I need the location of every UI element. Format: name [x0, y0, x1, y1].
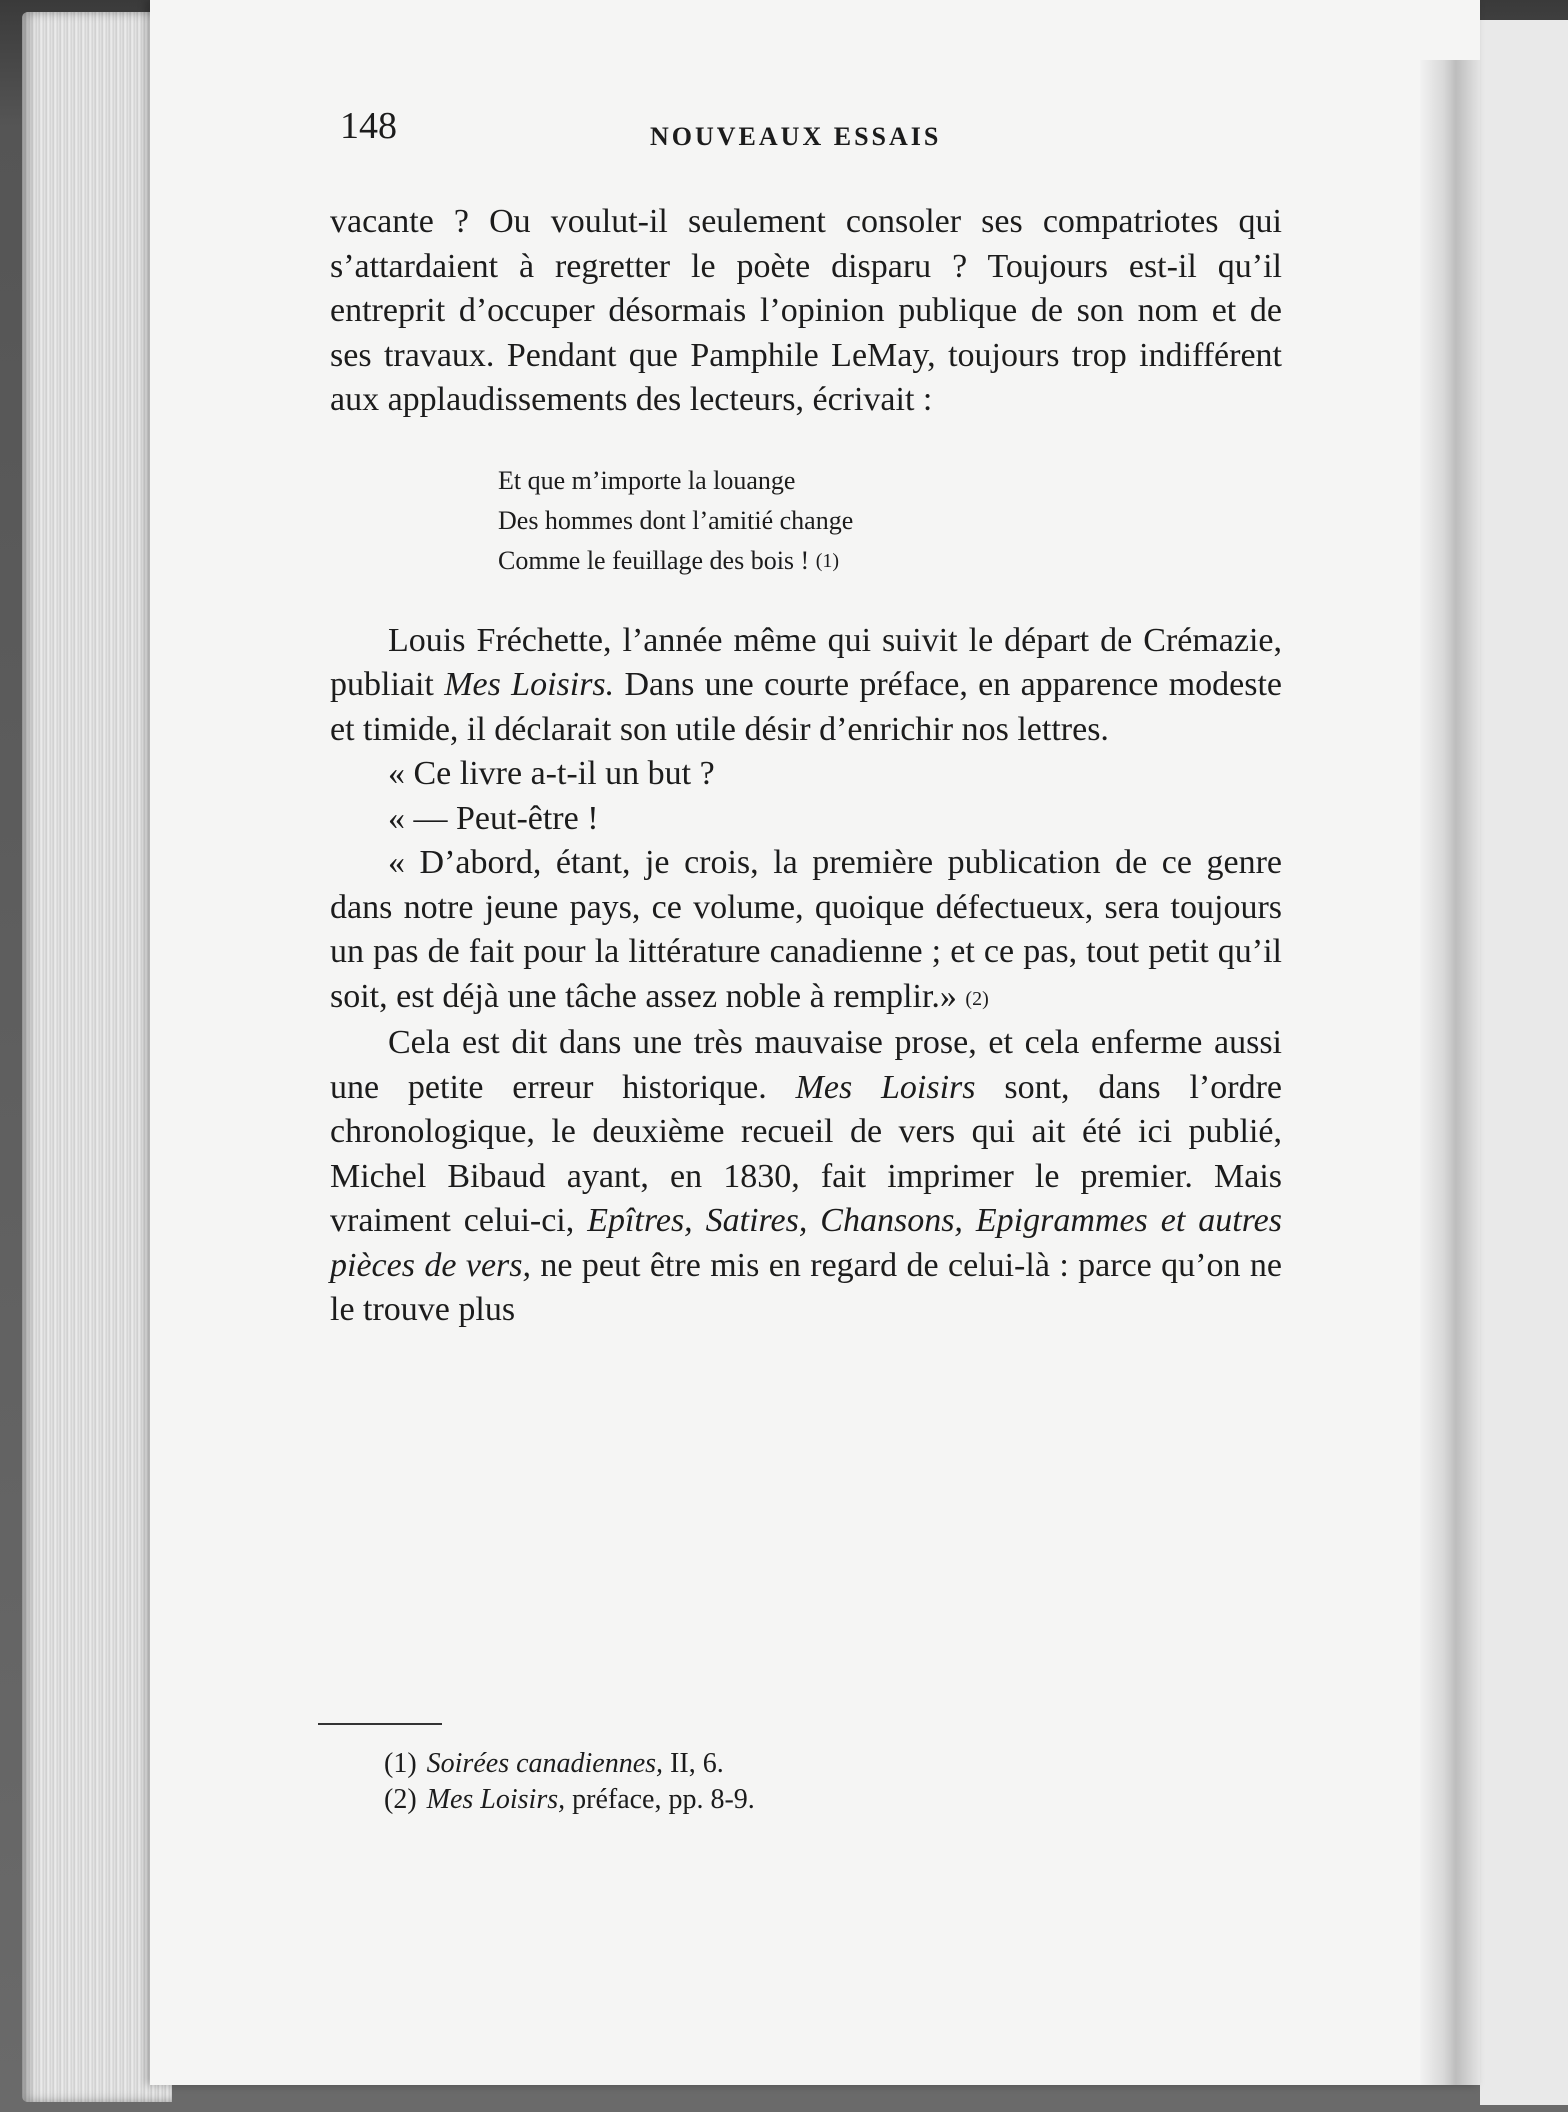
footnote-ref-1: (1)	[815, 549, 840, 572]
book-title-epitres: Epîtres, Satires, Chansons, Epigrammes et autres pièces de vers,	[330, 1202, 1282, 1284]
page-number: 148	[340, 105, 397, 147]
paragraph-4: « — Peut-être !	[388, 799, 599, 837]
paragraph-1: vacante ? Ou voulut-il seulement consoler ses compatriotes qui s’attardaient à regretter le poète disparu ? Toujours est-il qu’il entreprit d’occuper désormais l’opinion publique de son nom et de ses travaux. Pendant que Pamphile LeMay, toujours trop indifférent aux applaudissements des lecteurs, écrivait :	[330, 203, 1282, 418]
page-gutter	[1420, 60, 1480, 2085]
footnote-2-title: Mes Loisirs,	[426, 1784, 566, 1815]
paragraph-6-a: Cela est dit dans une très mauvaise prose, et cela enferme aussi une petite erreur historique.	[330, 1024, 1282, 1106]
book-title-mes-loisirs: Mes Loisirs.	[444, 666, 615, 703]
footnote-1-title: Soirées canadiennes,	[426, 1748, 664, 1779]
paragraph-6	[330, 1021, 1282, 1333]
footnote-rule	[318, 1723, 442, 1725]
footnote-2-rest: préface, pp. 8-9.	[565, 1784, 755, 1815]
paragraph-3: « Ce livre a-t-il un but ?	[388, 755, 715, 792]
verse-line-3-text: Comme le feuillage des bois !	[498, 545, 810, 575]
book-title-mes-loisirs-2: Mes Loisirs	[795, 1068, 976, 1106]
verse-line-1: Et que m’importe la louange	[498, 465, 796, 495]
facing-page-edge	[1480, 20, 1568, 2105]
paragraph-5-text: « D’abord, étant, je crois, la première publication de ce genre dans notre jeune pays, ce volume, quoique défectueux, sera toujours un pas de fait pour la littérature canadienne ; et ce pas, tout petit qu’il soit, est déjà une tâche assez noble à remplir.»	[330, 844, 1282, 1015]
footnote-1-rest: II, 6.	[663, 1748, 724, 1779]
footnote-ref-2: (2)	[965, 987, 989, 1010]
body-text	[330, 200, 1282, 1333]
paragraph-5	[330, 841, 1282, 1021]
paragraph-2-end: Dans une courte préface, en apparence modeste et timide, il déclarait son utile désir d’enrichir nos lettres.	[330, 666, 1282, 748]
paragraph-2	[330, 619, 1282, 753]
paragraph-6-c: ne peut être mis en regard de celui-là : parce qu’on ne le trouve plus	[330, 1246, 1283, 1328]
verse-line-2: Des hommes dont l’amitié change	[498, 505, 854, 535]
footnote-1-number: (1)	[384, 1748, 417, 1779]
footnote-2-number: (2)	[384, 1784, 417, 1815]
paragraph-6-b: sont, dans l’ordre chronologique, le deuxième recueil de vers qui ait été ici publié, Michel Bibaud ayant, en 1830, fait imprimer le premier. Mais vraiment celui-ci,	[330, 1068, 1282, 1239]
footnote-2	[384, 1782, 1204, 1818]
footnote-1	[384, 1746, 1204, 1782]
verse-line-3	[498, 541, 1282, 581]
footnotes	[384, 1746, 1204, 1818]
paragraph-2-start: Louis Fréchette, l’année même qui suivit le départ de Crémazie, publiait	[330, 621, 1282, 703]
running-head: NOUVEAUX ESSAIS	[650, 122, 942, 151]
verse-quote	[498, 461, 1282, 581]
page-header	[340, 104, 1280, 164]
